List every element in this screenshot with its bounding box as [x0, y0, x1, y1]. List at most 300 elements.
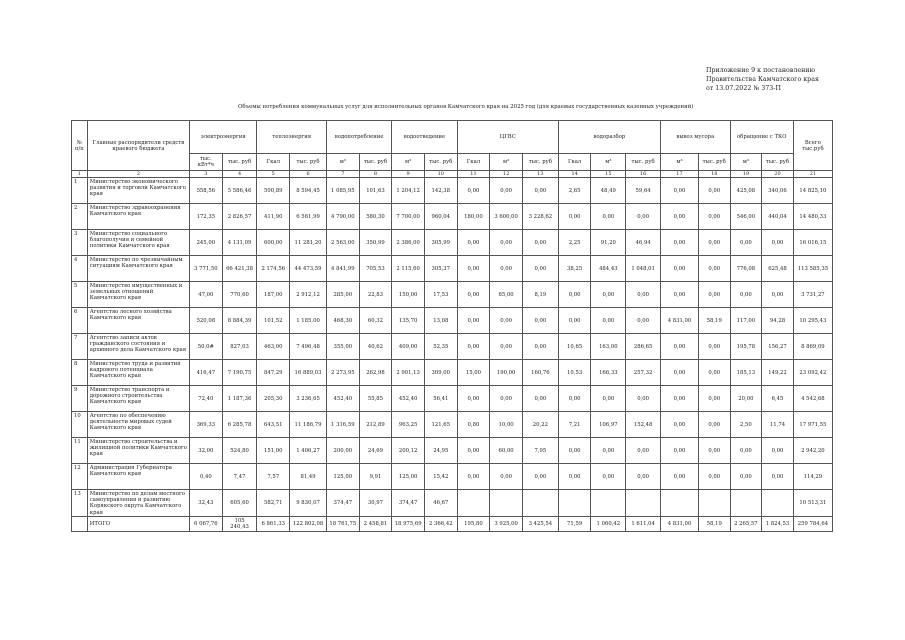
row-value: 163,00: [591, 334, 626, 360]
row-value: 7 700,00: [392, 204, 425, 230]
row-value: 286,65: [626, 334, 661, 360]
row-organization: Агентство лесного хозяйства Камчатского края: [87, 308, 189, 334]
header-line-2: Правительства Камчатского края: [706, 76, 819, 83]
table-row: [72, 282, 833, 308]
row-value: 2,25: [558, 230, 591, 256]
row-value: 6 285,78: [222, 412, 257, 438]
row-value: 7,47: [222, 464, 257, 490]
row-value: 776,08: [730, 256, 762, 282]
table-total-row: [72, 516, 833, 531]
row-value: 0,00: [522, 334, 558, 360]
row-value: 135,70: [392, 308, 425, 334]
total-value: 3 425,54: [522, 516, 558, 531]
row-value: 6,45: [762, 386, 794, 412]
row-value: 0,00: [490, 256, 523, 282]
row-value: 0,00: [457, 308, 490, 334]
row-value: 7 496,48: [290, 334, 327, 360]
row-value: 452,40: [392, 386, 425, 412]
row-value: 20,22: [522, 412, 558, 438]
row-value: 0,00: [762, 282, 794, 308]
row-value: 113 585,35: [793, 256, 832, 282]
unit-label: тыс. руб: [522, 154, 558, 171]
row-value: 0,00: [730, 282, 762, 308]
row-value: 59,64: [626, 178, 661, 204]
unit-label: м³: [392, 154, 425, 171]
table-header-groups: [72, 121, 833, 154]
total-value: 2 265,57: [730, 516, 762, 531]
row-value: 7,21: [558, 412, 591, 438]
row-value: 0,00: [558, 282, 591, 308]
row-value: 7,95: [522, 438, 558, 464]
row-value: 2 115,60: [392, 256, 425, 282]
table-column-numbers: [72, 171, 833, 178]
table-row: [72, 178, 833, 204]
row-organization: Министерство труда и развития кадрового потенциала Камчатского края: [87, 360, 189, 386]
row-value: 212,89: [359, 412, 392, 438]
row-value: 340,06: [762, 178, 794, 204]
row-value: 94,28: [762, 308, 794, 334]
row-value: 0,00: [730, 438, 762, 464]
row-value: 60,00: [490, 438, 523, 464]
row-value: 142,38: [424, 178, 457, 204]
row-value: 3 236,65: [290, 386, 327, 412]
column-number: 5: [257, 171, 290, 178]
row-value: 0,00: [661, 334, 699, 360]
total-value: 2 458,81: [359, 516, 392, 531]
total-value: 18 761,75: [326, 516, 359, 531]
row-value: 48,49: [591, 178, 626, 204]
row-value: 452,40: [326, 386, 359, 412]
row-value: 0,00: [490, 464, 523, 490]
row-value: 374,47: [326, 490, 359, 517]
document-header: [706, 66, 819, 93]
row-value: 106,97: [591, 412, 626, 438]
row-value: 149,22: [762, 360, 794, 386]
row-value: 0,00: [457, 464, 490, 490]
column-number: 13: [522, 171, 558, 178]
row-value: [591, 490, 626, 517]
row-value: 0,00: [626, 386, 661, 412]
row-value: 0,00: [591, 386, 626, 412]
row-value: 15,42: [424, 464, 457, 490]
row-value: 0,00: [490, 334, 523, 360]
row-value: 11 186,79: [290, 412, 327, 438]
column-group-water-supply: водопотребление: [326, 121, 391, 154]
table-row: [72, 412, 833, 438]
row-number: 10: [72, 412, 88, 438]
row-value: 0,00: [591, 204, 626, 230]
column-group-water-draw: водоразбор: [558, 121, 660, 154]
unit-label: тыс. руб: [359, 154, 392, 171]
row-value: 0,00: [457, 230, 490, 256]
row-value: 827,03: [222, 334, 257, 360]
column-group-solid-waste: обращение с ТКО: [730, 121, 793, 154]
row-value: 0,00: [661, 178, 699, 204]
row-value: 14 825,10: [793, 178, 832, 204]
table-row: [72, 256, 833, 282]
row-organization: Агентство по обеспечению деятельности мировых судей Камчатского края: [87, 412, 189, 438]
row-value: 91,20: [591, 230, 626, 256]
row-value: 0,00: [762, 438, 794, 464]
row-value: [730, 490, 762, 517]
row-value: 0,00: [558, 464, 591, 490]
row-value: 0,00: [661, 256, 699, 282]
row-value: [490, 490, 523, 517]
row-value: 582,71: [257, 490, 290, 517]
row-value: 0,00: [698, 178, 730, 204]
row-value: 0,00: [698, 464, 730, 490]
row-value: 44 473,59: [290, 256, 327, 282]
column-org: Главные распорядители средств краевого бюджета: [87, 121, 189, 171]
row-organization: Агентство записи актов гражданского состояния и архивного дела Камчатского края: [87, 334, 189, 360]
total-value: 1 060,42: [591, 516, 626, 531]
column-number: 12: [490, 171, 523, 178]
unit-label: тыс. руб: [626, 154, 661, 171]
column-number: 10: [424, 171, 457, 178]
row-value: 166,33: [591, 360, 626, 386]
row-value: 7 190,75: [222, 360, 257, 386]
row-value: 1 187,36: [222, 386, 257, 412]
row-value: 9,91: [359, 464, 392, 490]
row-value: 40,62: [359, 334, 392, 360]
row-number: 8: [72, 360, 88, 386]
column-number: 8: [359, 171, 392, 178]
row-value: 257,32: [626, 360, 661, 386]
row-number: 7: [72, 334, 88, 360]
row-value: 369,33: [190, 412, 223, 438]
table-row: [72, 360, 833, 386]
row-value: 770,60: [222, 282, 257, 308]
row-value: 2 901,13: [392, 360, 425, 386]
row-value: 2 912,12: [290, 282, 327, 308]
row-value: 7,57: [257, 464, 290, 490]
row-value: [457, 490, 490, 517]
row-value: 0,00: [457, 178, 490, 204]
row-value: 0,00: [522, 308, 558, 334]
column-total: Всего тыс.руб: [793, 121, 832, 171]
row-value: 125,00: [326, 464, 359, 490]
row-value: 600,00: [257, 230, 290, 256]
row-value: 309,00: [424, 360, 457, 386]
row-organization: Министерство транспорта и дорожного строительства Камчатского края: [87, 386, 189, 412]
row-value: 350,99: [359, 230, 392, 256]
row-value: 24,95: [424, 438, 457, 464]
row-value: 0,00: [698, 204, 730, 230]
row-value: 10,53: [558, 360, 591, 386]
row-organization: Министерство социального благополучия и семейной политики Камчатского края: [87, 230, 189, 256]
row-value: 187,00: [257, 282, 290, 308]
row-value: 0,00: [457, 386, 490, 412]
row-value: 60,32: [359, 308, 392, 334]
row-value: 0,00: [490, 386, 523, 412]
row-value: 151,00: [257, 438, 290, 464]
table-row: [72, 464, 833, 490]
row-value: 0,00: [626, 438, 661, 464]
column-number: 3: [190, 171, 223, 178]
header-line-1: Приложение 9 к постановлению: [706, 67, 815, 74]
row-value: 125,00: [392, 464, 425, 490]
row-value: 0,00: [558, 308, 591, 334]
row-value: 3 600,00: [490, 204, 523, 230]
row-value: [626, 490, 661, 517]
row-value: 5 586,46: [222, 178, 257, 204]
row-value: 1 185,00: [290, 308, 327, 334]
row-organization: Администрация Губернатора Камчатского края: [87, 464, 189, 490]
row-value: 200,12: [392, 438, 425, 464]
row-value: 6 561,99: [290, 204, 327, 230]
column-number: 7: [326, 171, 359, 178]
row-value: 643,51: [257, 412, 290, 438]
row-value: [762, 490, 794, 517]
row-value: 0,00: [661, 360, 699, 386]
row-value: 1 316,59: [326, 412, 359, 438]
row-value: 2,65: [558, 178, 591, 204]
row-value: 14 480,33: [793, 204, 832, 230]
row-value: 580,30: [359, 204, 392, 230]
row-value: 180,00: [457, 204, 490, 230]
row-value: 160,76: [522, 360, 558, 386]
row-value: 0,00: [661, 464, 699, 490]
row-value: 0,00: [698, 412, 730, 438]
table-row: [72, 204, 833, 230]
row-value: 4 542,68: [793, 386, 832, 412]
row-value: 0,00: [698, 360, 730, 386]
row-organization: Министерство имущественных и земельных отношений Камчатского края: [87, 282, 189, 308]
row-value: 0,00: [522, 464, 558, 490]
total-value: 105 240,43: [222, 516, 257, 531]
row-value: 409,00: [392, 334, 425, 360]
row-value: 190,00: [490, 360, 523, 386]
row-value: 150,00: [392, 282, 425, 308]
row-organization: Министерство здравоохранения Камчатского края: [87, 204, 189, 230]
row-value: 305,99: [424, 230, 457, 256]
row-value: 200,00: [326, 438, 359, 464]
row-number: 13: [72, 490, 88, 517]
row-number: 4: [72, 256, 88, 282]
column-number: 21: [793, 171, 832, 178]
row-value: 0,00: [698, 386, 730, 412]
row-value: 185,13: [730, 360, 762, 386]
row-value: 121,65: [424, 412, 457, 438]
row-value: 0,00: [522, 178, 558, 204]
row-value: 101,52: [257, 308, 290, 334]
row-value: 8 884,39: [222, 308, 257, 334]
row-value: 30,97: [359, 490, 392, 517]
row-value: 0,00: [626, 282, 661, 308]
row-value: 0,00: [698, 230, 730, 256]
row-organization: Министерство строительства и жилищной политики Камчатского края: [87, 438, 189, 464]
row-value: [522, 490, 558, 517]
total-label: ИТОГО: [87, 516, 189, 531]
row-value: 1 085,95: [326, 178, 359, 204]
table-row: [72, 386, 833, 412]
row-value: 152,48: [626, 412, 661, 438]
row-value: 16 889,03: [290, 360, 327, 386]
total-value: 18 975,69: [392, 516, 425, 531]
total-value: 71,59: [558, 516, 591, 531]
row-value: 46,94: [626, 230, 661, 256]
column-number: 4: [222, 171, 257, 178]
column-group-garbage: вывоз мусора: [661, 121, 731, 154]
row-value: 4 131,09: [222, 230, 257, 256]
row-value: 0,00: [661, 386, 699, 412]
row-value: 55,85: [359, 386, 392, 412]
row-value: 58,19: [698, 308, 730, 334]
row-value: 2 826,57: [222, 204, 257, 230]
unit-label: тыс. руб: [698, 154, 730, 171]
row-value: 9 830,07: [290, 490, 327, 517]
row-value: 2 273,95: [326, 360, 359, 386]
row-value: 463,00: [257, 334, 290, 360]
row-value: 0,00: [558, 438, 591, 464]
row-value: 0,00: [490, 308, 523, 334]
row-value: [558, 490, 591, 517]
row-value: 15,00: [457, 360, 490, 386]
row-value: 4 831,00: [661, 308, 699, 334]
row-value: 2 563,00: [326, 230, 359, 256]
row-value: 262,98: [359, 360, 392, 386]
row-value: [698, 490, 730, 517]
row-number: 6: [72, 308, 88, 334]
row-value: 0,00: [626, 308, 661, 334]
row-value: 416,47: [190, 360, 223, 386]
row-value: 440,04: [762, 204, 794, 230]
row-value: 0,00: [698, 438, 730, 464]
row-value: 66 421,38: [222, 256, 257, 282]
table-body: [72, 178, 833, 517]
unit-label: тыс. руб: [290, 154, 327, 171]
row-value: 101,63: [359, 178, 392, 204]
column-num: № п/п: [72, 121, 88, 171]
row-value: 114,29: [793, 464, 832, 490]
unit-label: м³: [326, 154, 359, 171]
row-value: 0,00: [730, 464, 762, 490]
row-value: 3 771,50: [190, 256, 223, 282]
unit-label: Гкал: [257, 154, 290, 171]
column-number: 1: [72, 171, 88, 178]
row-value: 0,00: [490, 178, 523, 204]
unit-label: м³: [661, 154, 699, 171]
row-value: 38,25: [558, 256, 591, 282]
row-value: 0,00: [698, 256, 730, 282]
column-number: 2: [87, 171, 189, 178]
unit-label: тыс. руб: [222, 154, 257, 171]
row-value: 17,53: [424, 282, 457, 308]
column-number: 19: [730, 171, 762, 178]
column-number: 17: [661, 171, 699, 178]
row-value: 172,35: [190, 204, 223, 230]
row-value: 11,74: [762, 412, 794, 438]
total-blank: [72, 516, 88, 531]
row-value: 65,00: [490, 282, 523, 308]
column-number: 16: [626, 171, 661, 178]
row-number: 2: [72, 204, 88, 230]
row-value: 17 971,55: [793, 412, 832, 438]
document-title: Объемы потребления коммунальных услуг для исполнительных органов Камчатского края на 2025 год (для краевых государственных казенных учреждений): [238, 104, 694, 110]
row-value: 2 942,20: [793, 438, 832, 464]
row-value: 484,43: [591, 256, 626, 282]
row-value: 205,30: [257, 386, 290, 412]
row-organization: Министерство по чрезвычайным ситуациям Камчатского края: [87, 256, 189, 282]
column-group-electricity: электроэнергия: [190, 121, 257, 154]
total-value: 1 611,04: [626, 516, 661, 531]
row-number: 1: [72, 178, 88, 204]
row-value: 2 386,00: [392, 230, 425, 256]
row-value: 0,00: [558, 204, 591, 230]
row-value: 10 295,43: [793, 308, 832, 334]
total-value: 4 831,00: [661, 516, 699, 531]
row-value: 605,60: [222, 490, 257, 517]
row-value: 4 841,99: [326, 256, 359, 282]
column-number: 15: [591, 171, 626, 178]
row-value: 0,00: [661, 204, 699, 230]
column-number: 11: [457, 171, 490, 178]
row-value: 0,00: [591, 438, 626, 464]
row-value: 0,00: [626, 204, 661, 230]
row-value: 4 790,00: [326, 204, 359, 230]
row-value: 0,00: [457, 334, 490, 360]
row-value: 0,00: [730, 230, 762, 256]
row-value: 0,00: [522, 256, 558, 282]
unit-label: тыс. руб: [762, 154, 794, 171]
row-value: 305,37: [424, 256, 457, 282]
row-value: 355,00: [326, 334, 359, 360]
row-value: 0,00: [522, 230, 558, 256]
row-number: 11: [72, 438, 88, 464]
total-value: 3 925,00: [490, 516, 523, 531]
row-value: 0,40: [190, 464, 223, 490]
row-value: 52,35: [424, 334, 457, 360]
row-value: 11 281,20: [290, 230, 327, 256]
row-value: 500,89: [257, 178, 290, 204]
row-value: 156,27: [762, 334, 794, 360]
row-value: 32,43: [190, 490, 223, 517]
consumption-table: [71, 120, 833, 532]
row-value: 245,00: [190, 230, 223, 256]
unit-label: м³: [490, 154, 523, 171]
table-row: [72, 490, 833, 517]
row-value: 50,0#: [190, 334, 223, 360]
row-value: 0,00: [698, 334, 730, 360]
column-number: 9: [392, 171, 425, 178]
unit-label: Гкал: [457, 154, 490, 171]
row-value: 847,29: [257, 360, 290, 386]
row-value: 0,00: [698, 282, 730, 308]
unit-label: Гкал: [558, 154, 591, 171]
row-value: 3 228,62: [522, 204, 558, 230]
row-value: 10,00: [490, 412, 523, 438]
row-value: 0,00: [457, 438, 490, 464]
total-value: 6 067,76: [190, 516, 223, 531]
row-value: 117,00: [730, 308, 762, 334]
row-value: 0,00: [558, 386, 591, 412]
table-row: [72, 308, 833, 334]
row-value: 56,41: [424, 386, 457, 412]
total-value: 2 366,42: [424, 516, 457, 531]
row-value: 0,00: [661, 230, 699, 256]
row-value: [661, 490, 699, 517]
row-value: 0,00: [457, 282, 490, 308]
row-value: 705,53: [359, 256, 392, 282]
table-row: [72, 438, 833, 464]
row-value: 0,00: [661, 282, 699, 308]
total-value: 195,80: [457, 516, 490, 531]
total-value: 6 861,33: [257, 516, 290, 531]
column-group-hot-water: ЦГВС: [457, 121, 558, 154]
row-value: 0,00: [661, 412, 699, 438]
row-organization: Министерство по делам местного самоуправления и развитию Корякского округа Камчатского края: [87, 490, 189, 517]
row-value: 3 731,27: [793, 282, 832, 308]
